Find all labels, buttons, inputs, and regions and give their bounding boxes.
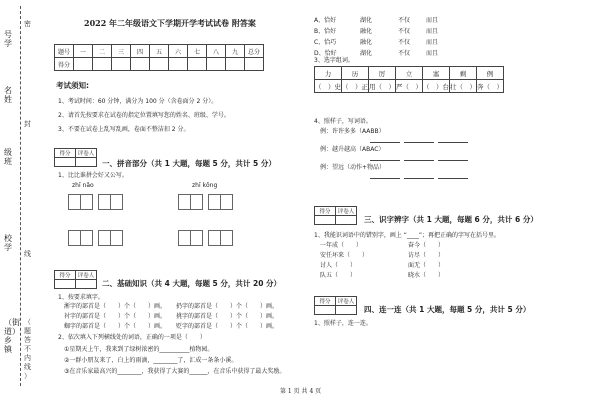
scorebox — [54, 148, 97, 167]
scorebox-label: 得分 — [55, 271, 76, 280]
answer-blanks[interactable] — [370, 136, 468, 146]
scorebox-cell[interactable] — [315, 216, 336, 225]
typo-item: 讨人（ ） — [320, 262, 357, 269]
typo-item: 访尽（ ） — [408, 252, 445, 259]
page-title: 2022 年二年级语文下学期开学考试试卷 附答案 — [84, 18, 256, 28]
score-cell[interactable] — [112, 58, 131, 71]
score-header-cell: 一 — [74, 45, 93, 58]
fill-row: 扔字的部首是（ ）个（ ）画。 — [176, 303, 279, 310]
score-cell[interactable] — [131, 58, 150, 71]
score-row-label: 得分 — [55, 58, 74, 71]
score-cell[interactable] — [226, 58, 245, 71]
marker: ） — [24, 372, 31, 380]
scorebox-label: 得分 — [315, 207, 336, 216]
typo-item: 安任坏来（ ） — [320, 252, 369, 259]
sentence: ①星期天上午，我来到了绿树浓密的__________植物园。 — [64, 346, 214, 353]
score-header-cell: 总分 — [245, 45, 264, 58]
scorebox-label: 评卷人 — [76, 271, 97, 280]
section3-question: 1、我能识词语中的错别字，画上 “____”；再把正确的字写在括号里。 — [314, 232, 500, 239]
word-blank[interactable]: 用（ ） — [369, 80, 396, 93]
writing-grid[interactable] — [178, 194, 232, 210]
section2-question: 2、依次填入下列横线处的词语，正确的一项是（ ） — [58, 334, 206, 341]
marker: （ — [24, 318, 31, 326]
word-blank[interactable]: 奔（ ） — [477, 80, 504, 93]
scorebox-cell[interactable] — [76, 158, 97, 167]
scorebox-label: 评卷人 — [336, 297, 357, 306]
scorebox — [314, 296, 357, 315]
score-cell[interactable] — [74, 58, 93, 71]
score-header-cell: 二 — [93, 45, 112, 58]
word-blank[interactable]: 壮（ ） — [450, 80, 477, 93]
option-row: D、恰好 湖化 不仅 而且 — [314, 50, 439, 57]
fill-row: 衬字的部首是（ ）个（ ）画。 — [64, 313, 167, 320]
char-header: 历 — [342, 67, 369, 80]
fill-row: 挑字的部首是（ ）个（ ）画。 — [176, 313, 279, 320]
typo-item: 队五（ ） — [320, 272, 357, 279]
char-header: 例 — [477, 67, 504, 80]
section2-heading: 二、基础知识（共 4 大题，每题 5 分，共计 20 分） — [102, 279, 282, 288]
word-blank[interactable]: 严（ ） — [396, 80, 423, 93]
option-row: A、恰好 湖化 不仅 而且 — [314, 17, 439, 24]
score-cell[interactable] — [169, 58, 188, 71]
marker: 线 — [24, 363, 31, 371]
pinyin-label: zhī kōng — [192, 182, 218, 189]
char-header: 力 — [315, 67, 342, 80]
pinyin-label: zhī nǎo — [72, 182, 94, 189]
char-header: 厉 — [369, 67, 396, 80]
example-line: 例：望远（动作+物品） — [320, 164, 386, 171]
fill-row: 蜘字的部首是（ ）个（ ）画。 — [64, 323, 167, 330]
scorebox-cell[interactable] — [336, 216, 357, 225]
scorebox-cell[interactable] — [336, 306, 357, 315]
section3-heading: 三、识字辨字（共 1 大题，每题 6 分，共计 6 分） — [364, 215, 538, 224]
score-cell[interactable] — [188, 58, 207, 71]
word-choice-table — [314, 66, 504, 93]
score-cell[interactable] — [207, 58, 226, 71]
binding-margin — [0, 0, 42, 400]
scorebox-label: 得分 — [55, 149, 76, 158]
marker: 内 — [24, 354, 31, 362]
typo-item: 一年成（ ） — [320, 242, 363, 249]
sentence: ②一群小朋友来了，白上的雨滴，________了，汇成一条条小溪。 — [64, 357, 238, 364]
section4-heading: 四、连一连（共 1 大题，每题 5 分，共计 5 分） — [364, 305, 531, 314]
word-blank[interactable]: （ ）史 — [315, 80, 342, 93]
score-header-cell: 六 — [169, 45, 188, 58]
word-blank[interactable]: （ ）正 — [342, 80, 369, 93]
marker: 封 — [24, 120, 31, 128]
marker: 答 — [24, 336, 31, 344]
scorebox — [54, 270, 97, 289]
score-header-cell: 三 — [112, 45, 131, 58]
fill-row: 贬字的部首是（ ）个（ ）画。 — [176, 323, 279, 330]
score-header-cell: 五 — [150, 45, 169, 58]
score-table — [54, 44, 264, 71]
page-footer: 第 1 页 共 4 页 — [280, 388, 322, 395]
score-header-cell: 四 — [131, 45, 150, 58]
marker: 不 — [24, 345, 31, 353]
fill-row: 淅字的部首是（ ）个（ ）画。 — [64, 303, 167, 310]
scorebox-cell[interactable] — [55, 158, 76, 167]
writing-grid[interactable] — [68, 194, 122, 210]
label-class: 级班 — [4, 148, 12, 166]
q4-label: 4、照样子，写词语。 — [314, 118, 372, 125]
score-cell[interactable] — [245, 58, 264, 71]
scorebox-label: 评卷人 — [336, 207, 357, 216]
scorebox-label: 评卷人 — [76, 149, 97, 158]
scorebox-label: 得分 — [315, 297, 336, 306]
score-header-cell: 八 — [207, 45, 226, 58]
scorebox-cell[interactable] — [55, 280, 76, 289]
label-name: 名姓 — [4, 86, 12, 104]
label-town: （街道）乡镇 — [4, 318, 20, 354]
typo-item: 面无（ ） — [408, 262, 445, 269]
label-school: 校学 — [4, 234, 12, 252]
marker: 题 — [24, 327, 31, 335]
section1-heading: 一、拼音部分（共 1 大题，每题 5 分，共计 5 分） — [102, 159, 276, 168]
answer-blanks[interactable] — [370, 154, 468, 164]
section2-question: 1、按要求填字。 — [58, 294, 104, 301]
writing-grid[interactable] — [178, 230, 232, 246]
typo-item: 奋今（ ） — [408, 242, 445, 249]
marker: 密 — [24, 20, 31, 28]
label-student-number: 号学 — [4, 30, 12, 48]
section1-question: 1、比比谁拼会好又公写。 — [58, 172, 128, 179]
score-header-cell: 九 — [226, 45, 245, 58]
section4-question: 1、照样子，连一连。 — [314, 320, 372, 327]
scorebox — [314, 206, 357, 225]
char-header: 立 — [396, 67, 423, 80]
writing-grid[interactable] — [68, 230, 122, 246]
score-cell[interactable] — [93, 58, 112, 71]
notice-item: 2、请首先按要求在试卷的指定位置填写您的姓名、班级、学号。 — [58, 112, 230, 119]
char-header: 剩 — [450, 67, 477, 80]
sentence: ③在音乐家最高兴的________，我获得了大赛的______，在音乐中获得了最大奖励。 — [64, 368, 286, 375]
example-line: 例：越升越高（ABAC） — [320, 146, 385, 153]
answer-blanks[interactable] — [370, 172, 468, 182]
score-cell[interactable] — [150, 58, 169, 71]
score-header-cell: 七 — [188, 45, 207, 58]
char-header: 塞 — [423, 67, 450, 80]
scorebox-cell[interactable] — [76, 280, 97, 289]
option-row: B、恰好 融化 不仅 而且 — [314, 28, 439, 35]
q3-label: 3、选字组词。 — [314, 57, 354, 64]
typo-item: 晓水（ ） — [408, 272, 445, 279]
option-row: C、恰巧 融化 不仅 而且 — [314, 39, 439, 46]
notice-item: 1、考试时间：60 分钟，满分为 100 分（含卷面分 2 分）。 — [58, 98, 218, 105]
notice-item: 3、不要在试卷上乱写乱画，卷面不整洁扣 2 分。 — [58, 126, 190, 133]
notice-heading: 考试须知: — [56, 81, 89, 90]
scorebox-cell[interactable] — [315, 306, 336, 315]
score-header-cell: 题号 — [55, 45, 74, 58]
example-line: 例：许许多多（AABB） — [320, 128, 385, 135]
binding-line — [20, 6, 21, 386]
word-blank[interactable]: （ ）台 — [423, 80, 450, 93]
marker: 线 — [24, 250, 31, 258]
